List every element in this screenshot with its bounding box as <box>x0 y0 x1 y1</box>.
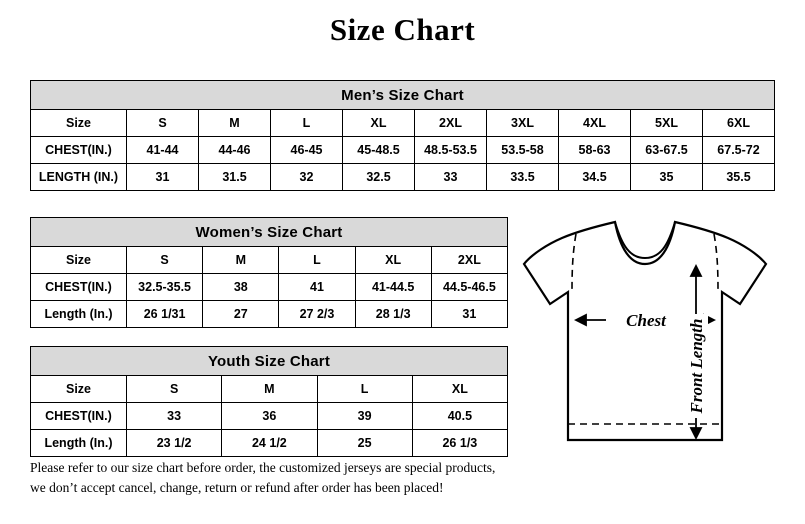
table-cell: 41-44.5 <box>355 274 431 301</box>
mens-table-body <box>31 81 775 191</box>
table-cell: 31 <box>431 301 507 328</box>
column-header: S <box>127 247 203 274</box>
chest-label: Chest <box>626 311 666 330</box>
mens-table-caption-row <box>31 81 775 110</box>
table-cell: 24 1/2 <box>222 430 317 457</box>
front-length-label: Front Length <box>687 318 706 414</box>
column-header: XL <box>355 247 431 274</box>
table-cell: 32 <box>271 164 343 191</box>
column-header: M <box>222 376 317 403</box>
table-cell: 32.5-35.5 <box>127 274 203 301</box>
table-cell: 53.5-58 <box>487 137 559 164</box>
table-cell: 41-44 <box>127 137 199 164</box>
table-cell: 35.5 <box>703 164 775 191</box>
table-cell: 33 <box>127 403 222 430</box>
row-header: Length (In.) <box>31 430 127 457</box>
table-cell: 31.5 <box>199 164 271 191</box>
youth-table-body <box>31 347 508 457</box>
shirt-collar <box>615 222 675 258</box>
page-title: Size Chart <box>329 12 476 47</box>
column-header: Size <box>31 110 127 137</box>
table-cell: 44.5-46.5 <box>431 274 507 301</box>
table-cell: 28 1/3 <box>355 301 431 328</box>
row-header: CHEST(IN.) <box>31 137 127 164</box>
table-cell: 48.5-53.5 <box>415 137 487 164</box>
shirt-diagram <box>510 208 800 478</box>
table-row <box>31 430 508 457</box>
table-cell: 45-48.5 <box>343 137 415 164</box>
youth-size-chart-section <box>30 346 508 457</box>
table-cell: 44-46 <box>199 137 271 164</box>
column-header: 2XL <box>415 110 487 137</box>
mens-size-chart-section <box>30 80 775 191</box>
youth-table-caption-row <box>31 347 508 376</box>
table-row <box>31 403 508 430</box>
column-header: L <box>279 247 355 274</box>
right-sleeve-seam-dashed <box>714 234 718 292</box>
table-cell: 25 <box>317 430 412 457</box>
table-cell: 58-63 <box>559 137 631 164</box>
table-row <box>31 274 508 301</box>
column-header: 5XL <box>631 110 703 137</box>
column-header: Size <box>31 376 127 403</box>
row-header: LENGTH (IN.) <box>31 164 127 191</box>
footer-note-line-1: Please refer to our size chart before order, the customized jerseys are special products, <box>30 460 496 475</box>
column-header: S <box>127 376 222 403</box>
table-cell: 33.5 <box>487 164 559 191</box>
table-row <box>31 110 775 137</box>
table-cell: 67.5-72 <box>703 137 775 164</box>
mens-table-caption: Men’s Size Chart <box>31 81 775 110</box>
column-header: S <box>127 110 199 137</box>
table-cell: 41 <box>279 274 355 301</box>
table-cell: 23 1/2 <box>127 430 222 457</box>
column-header: M <box>203 247 279 274</box>
table-cell: 27 2/3 <box>279 301 355 328</box>
womens-size-chart-section <box>30 217 508 328</box>
column-header: 3XL <box>487 110 559 137</box>
table-cell: 40.5 <box>412 403 507 430</box>
womens-table-caption: Women’s Size Chart <box>31 218 508 247</box>
column-header: XL <box>343 110 415 137</box>
left-sleeve-seam-dashed <box>572 234 576 292</box>
womens-table-body <box>31 218 508 328</box>
row-header: CHEST(IN.) <box>31 274 127 301</box>
table-cell: 33 <box>415 164 487 191</box>
table-row <box>31 247 508 274</box>
column-header: 4XL <box>559 110 631 137</box>
table-cell: 27 <box>203 301 279 328</box>
table-cell: 38 <box>203 274 279 301</box>
table-row <box>31 137 775 164</box>
size-chart-page <box>0 12 805 524</box>
table-cell: 63-67.5 <box>631 137 703 164</box>
table-cell: 46-45 <box>271 137 343 164</box>
column-header: M <box>199 110 271 137</box>
table-cell: 31 <box>127 164 199 191</box>
womens-table-caption-row <box>31 218 508 247</box>
table-cell: 39 <box>317 403 412 430</box>
column-header: 2XL <box>431 247 507 274</box>
footer-note-line-2: we don’t accept cancel, change, return or refund after order has been placed! <box>30 479 444 495</box>
table-cell: 32.5 <box>343 164 415 191</box>
column-header: 6XL <box>703 110 775 137</box>
table-cell: 35 <box>631 164 703 191</box>
row-header: Length (In.) <box>31 301 127 328</box>
table-row <box>31 164 775 191</box>
table-cell: 26 1/3 <box>412 430 507 457</box>
table-row <box>31 376 508 403</box>
column-header: XL <box>412 376 507 403</box>
table-row <box>31 301 508 328</box>
youth-table-caption: Youth Size Chart <box>31 347 508 376</box>
mens-size-chart-table <box>30 80 775 191</box>
womens-size-chart-table <box>30 217 508 328</box>
column-header: L <box>317 376 412 403</box>
footer-note <box>30 458 530 497</box>
table-cell: 26 1/31 <box>127 301 203 328</box>
column-header: L <box>271 110 343 137</box>
column-header: Size <box>31 247 127 274</box>
youth-size-chart-table <box>30 346 508 457</box>
row-header: CHEST(IN.) <box>31 403 127 430</box>
table-cell: 36 <box>222 403 317 430</box>
table-cell: 34.5 <box>559 164 631 191</box>
